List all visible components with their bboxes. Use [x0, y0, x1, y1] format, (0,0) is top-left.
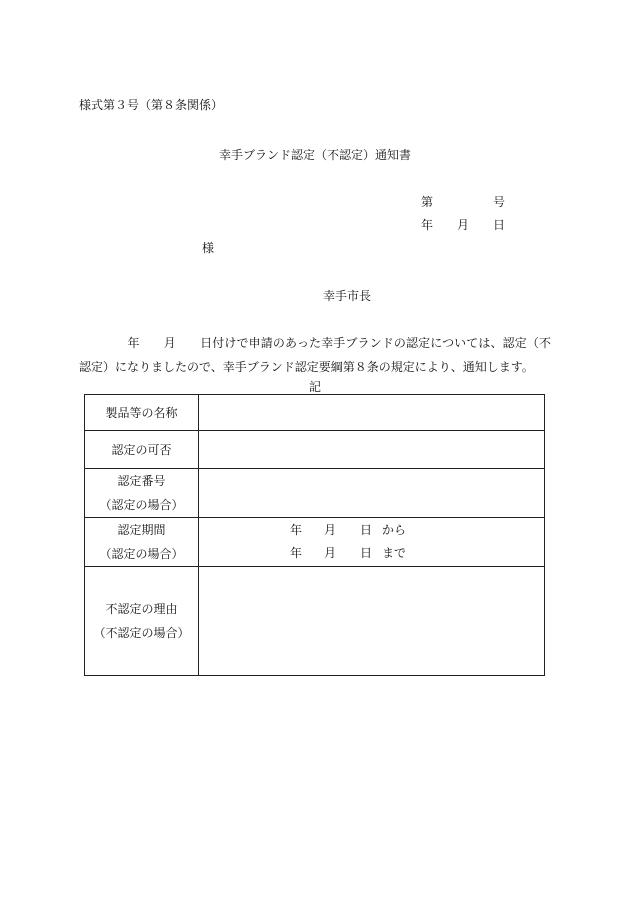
- table-row: [85, 469, 545, 518]
- table-row: [85, 431, 545, 469]
- period-from-day: 日: [360, 523, 373, 537]
- cert-number-label: [85, 469, 199, 518]
- document-date-line: [421, 216, 505, 233]
- period-to-line: [199, 542, 544, 565]
- period-from-word: から: [382, 523, 407, 537]
- reason-label: [85, 567, 199, 676]
- period-label: [85, 518, 199, 567]
- ki-heading: 記: [308, 380, 321, 394]
- addressee-suffix: 様: [202, 241, 215, 255]
- table-row: [85, 518, 545, 567]
- product-name-label: 製品等の名称: [85, 395, 199, 431]
- period-to-month: 月: [324, 546, 337, 560]
- table-row: [85, 567, 545, 676]
- issuer-name: 幸手市長: [323, 289, 372, 303]
- number-suffix: 号: [493, 195, 506, 209]
- period-value: [199, 518, 545, 567]
- document-title: 幸手ブランド認定（不認定）通知書: [218, 148, 411, 162]
- product-name-value: [199, 395, 545, 431]
- date-month: 月: [457, 218, 470, 232]
- period-to-word: まで: [382, 546, 407, 560]
- approval-label: 認定の可否: [85, 431, 199, 469]
- cert-number-value: [199, 469, 545, 518]
- approval-value: [199, 431, 545, 469]
- date-day: 日: [493, 218, 506, 232]
- period-from-line: [199, 519, 544, 542]
- table-row: [85, 395, 545, 431]
- reason-value: [199, 567, 545, 676]
- period-from-month: 月: [324, 523, 337, 537]
- form-number: 様式第３号（第８条関係）: [79, 98, 224, 112]
- cert-number-label-line2: （認定の場合）: [99, 498, 184, 512]
- notice-body-text: 年 月 日付けで申請のあった幸手ブランドの認定については、認定（不認定）になりましたので、幸手ブランド認定要綱第８条の規定により、通知します。: [79, 336, 551, 374]
- period-label-line1: 認定期間: [117, 523, 166, 537]
- details-table: [84, 394, 545, 676]
- period-to-year: 年: [290, 546, 303, 560]
- period-label-line2: （認定の場合）: [99, 547, 184, 561]
- number-prefix: 第: [421, 195, 434, 209]
- reason-label-line2: （不認定の場合）: [93, 626, 190, 640]
- reason-label-line1: 不認定の理由: [105, 602, 178, 616]
- date-year: 年: [421, 218, 434, 232]
- period-to-day: 日: [360, 546, 373, 560]
- document-number-line: [421, 193, 505, 210]
- cert-number-label-line1: 認定番号: [117, 474, 166, 488]
- period-from-year: 年: [290, 523, 303, 537]
